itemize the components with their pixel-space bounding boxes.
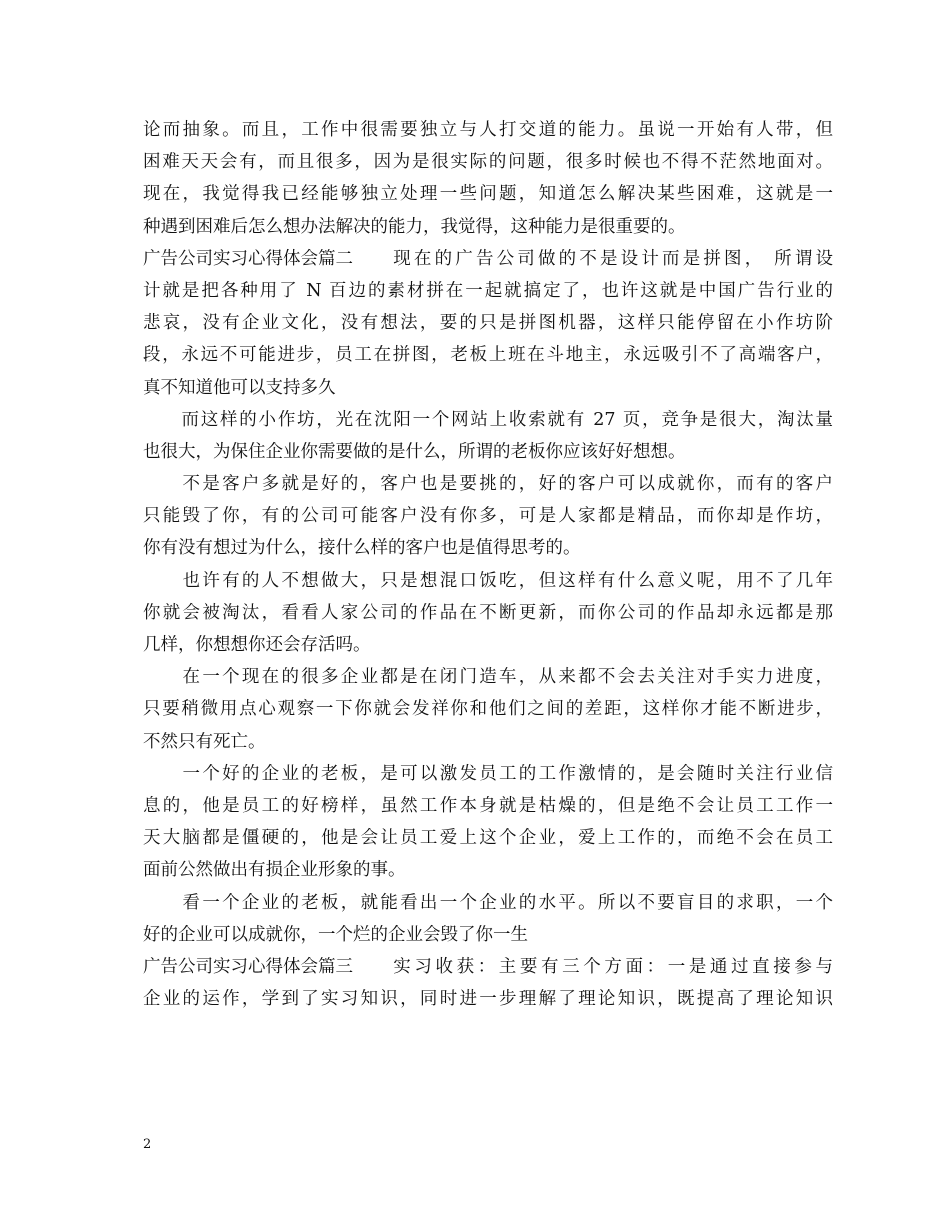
text-line: 你就会被淘汰，看看人家公司的作品在不断更新，而你公司的作品却永远都是那 xyxy=(143,602,833,623)
text-line: 看一个企业的老板，就能看出一个企业的水平。所以不要盲目的求职，一个 xyxy=(143,892,833,913)
text-line: 种遇到困难后怎么想办法解决的能力，我觉得，这种能力是很重要的。 xyxy=(143,216,686,237)
text-line: 计就是把各种用了 N 百边的素材拼在一起就搞定了，也许这就是中国广告行业的 xyxy=(143,280,833,301)
text-line: 面前公然做出有损企业形象的事。 xyxy=(143,860,406,881)
text-line: 段，永远不可能进步，员工在拼图，老板上班在斗地主，永远吸引不了高端客户， xyxy=(143,345,833,366)
line-text: 现在的广告公司做的不是设计而是拼图， 所谓设 xyxy=(393,248,833,269)
text-line: 真不知道他可以支持多久 xyxy=(143,377,336,398)
section-heading: 广告公司实习心得体会篇三 xyxy=(143,956,353,977)
document-body xyxy=(143,114,833,1015)
text-line: 息的，他是员工的好榜样，虽然工作本身就是枯燥的，但是绝不会让员工工作一 xyxy=(143,795,833,816)
text-line: 几样，你想想你还会存活吗。 xyxy=(143,635,371,655)
text-line: 悲哀，没有企业文化，没有想法，要的只是拼图机器，这样只能停留在小作坊阶 xyxy=(143,313,833,334)
section-heading: 广告公司实习心得体会篇二 xyxy=(143,248,353,269)
text-line: 只能毁了你，有的公司可能客户没有你多，可是人家都是精品，而你却是作坊， xyxy=(143,506,833,527)
text-line: 一个好的企业的老板，是可以激发员工的工作激情的，是会随时关注行业信 xyxy=(143,763,833,784)
page-number: 2 xyxy=(143,1137,152,1152)
text-line: 也很大，为保住企业你需要做的是什么，所谓的老板你应该好好想想。 xyxy=(143,441,686,462)
text-line: 在一个现在的很多企业都是在闭门造车，从来都不会去关注对手实力进度， xyxy=(143,667,833,688)
text-line: 只要稍微用点心观察一下你就会发祥你和他们之间的差距，这样你才能不断进步， xyxy=(143,699,833,720)
text-line: 不是客户多就是好的，客户也是要挑的，好的客户可以成就你，而有的客户 xyxy=(143,474,833,495)
text-line: 而这样的小作坊，光在沈阳一个网站上收索就有 27 页，竞争是很大，淘汰量 xyxy=(143,409,833,430)
text-line: 你有没有想过为什么，接什么样的客户也是值得思考的。 xyxy=(143,538,581,559)
text-line: 天大脑都是僵硬的，他是会让员工爱上这个企业，爱上工作的，而绝不会在员工 xyxy=(143,828,833,849)
text-line xyxy=(143,243,833,275)
text-line: 也许有的人不想做大，只是想混口饭吃，但这样有什么意义呢，用不了几年 xyxy=(143,570,833,591)
text-line: 论而抽象。而且，工作中很需要独立与人打交道的能力。虽说一开始有人带，但 xyxy=(143,120,833,140)
text-line: 现在，我觉得我已经能够独立处理一些问题，知道怎么解决某些困难，这就是一 xyxy=(143,184,833,205)
text-line xyxy=(143,951,833,983)
text-line: 不然只有死亡。 xyxy=(143,731,266,752)
text-line: 企业的运作，学到了实习知识，同时进一步理解了理论知识，既提高了理论知识 xyxy=(143,989,833,1010)
line-text: 实习收获：主要有三个方面：一是通过直接参与 xyxy=(393,956,833,977)
text-line: 困难天天会有，而且很多，因为是很实际的问题，很多时候也不得不茫然地面对。 xyxy=(143,152,833,173)
text-line: 好的企业可以成就你，一个烂的企业会毁了你一生 xyxy=(143,924,528,945)
